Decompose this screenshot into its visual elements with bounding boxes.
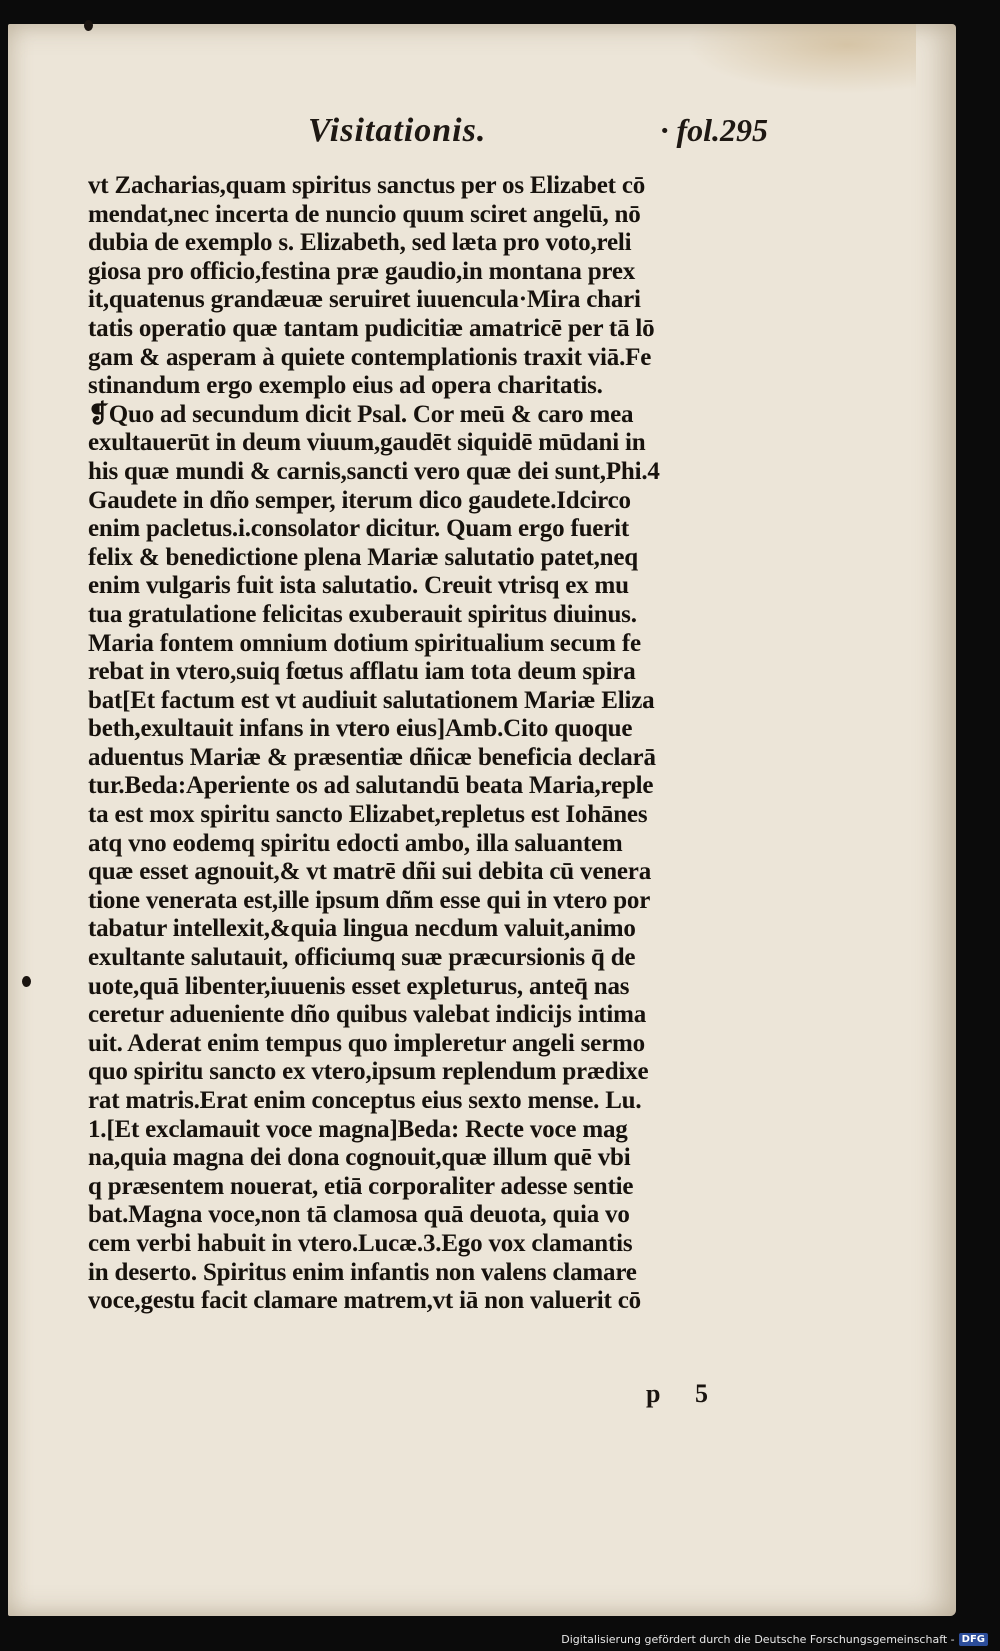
text-line: rebat in vtero,suiq fœtus afflatu iam tota deum spira	[88, 658, 636, 686]
text-line: uote,quā libenter,iuuenis esset expleturus, anteq̄ nas	[88, 972, 630, 1000]
text-line: voce,gestu facit clamare matrem,vt iā non valuerit cō	[88, 1287, 641, 1315]
text-line: uit. Aderat enim tempus quo impleretur angeli sermo	[88, 1029, 645, 1057]
text-line: atq vno eodemq spiritu edocti ambo, illa saluantem	[88, 829, 623, 857]
text-line: exultauerūt in deum viuum,gaudēt siquidē mūdani in	[88, 429, 646, 457]
text-line: tabatur intellexit,&quia lingua necdum valuit,animo	[88, 915, 636, 943]
dfg-logo: DFG	[959, 1633, 988, 1646]
ink-dot	[84, 20, 93, 31]
text-line: tur.Beda:Aperiente os ad salutandū beata Maria,reple	[88, 772, 654, 800]
text-line: ceretur adueniente dño quibus valebat indicijs intima	[88, 1001, 646, 1029]
text-line: his quæ mundi & carnis,sancti vero quæ dei sunt,Phi.4	[88, 457, 660, 485]
text-line: Gaudete in dño semper, iterum dico gaudete.Idcirco	[88, 486, 631, 514]
text-line: q præsentem nouerat, etiā corporaliter adesse sentie	[88, 1172, 634, 1200]
text-line: dubia de exemplo s. Elizabeth, sed læta pro voto,reli	[88, 229, 632, 257]
text-line: ta est mox spiritu sancto Elizabet,repletus est Iohānes	[88, 801, 648, 829]
folio-number: · fol.295	[660, 112, 768, 148]
text-line: Maria fontem omnium dotium spiritualium secum fe	[88, 629, 641, 657]
body-text-block	[88, 172, 758, 1316]
text-line: aduentus Mariæ & præsentiæ dñicæ beneficia declarā	[88, 743, 656, 771]
text-line: tione venerata est,ille ipsum dñm esse qui in vtero por	[88, 886, 651, 914]
text-line: rat matris.Erat enim conceptus eius sexto mense. Lu.	[88, 1087, 642, 1114]
text-line: gam & asperam à quiete contemplationis traxit viā.Fe	[88, 343, 652, 371]
text-line: enim vulgaris fuit ista salutatio. Creuit vtrisq ex mu	[88, 572, 629, 600]
book-page	[8, 24, 956, 1616]
text-line: quæ esset agnouit,& vt matrē dñi sui debita cū venera	[88, 858, 652, 886]
text-line: felix & benedictione plena Mariæ salutatio patet,neq	[88, 543, 638, 571]
text-line: enim pacletus.i.consolator dicitur. Quam ergo fuerit	[88, 515, 629, 543]
ink-dot	[22, 976, 31, 987]
text-line: vt Zacharias,quam spiritus sanctus per os Elizabet cō	[88, 172, 646, 199]
text-line: in deserto. Spiritus enim infantis non valens clamare	[88, 1258, 637, 1286]
text-line: na,quia magna dei dona cognouit,quæ illum quē vbi	[88, 1144, 631, 1172]
text-line: bat[Et factum est vt audiuit salutationem Mariæ Eliza	[88, 686, 655, 714]
text-line: it,quatenus grandæuæ seruiret iuuencula·Mira chari	[88, 286, 641, 314]
footer-credit	[561, 1631, 988, 1647]
text-line: stinandum ergo exemplo eius ad opera charitatis.	[88, 372, 603, 400]
text-line: bat.Magna voce,non tā clamosa quā deuota, quia vo	[88, 1201, 630, 1229]
page-header	[308, 112, 768, 162]
footer-credit-text: Digitalisierung gefördert durch die Deutsche Forschungsgemeinschaft -	[561, 1632, 955, 1646]
text-line: tua gratulatione felicitas exuberauit spiritus diuinus.	[88, 600, 637, 628]
text-line: exultante salutauit, officiumq suæ præcursionis q̄ de	[88, 944, 636, 972]
text-line: ❡Quo ad secundum dicit Psal. Cor meū & caro mea	[88, 400, 634, 428]
text-line: mendat,nec incerta de nuncio quum sciret angelū, nō	[88, 200, 641, 228]
text-line: quo spiritu sancto ex vtero,ipsum replendum prædixe	[88, 1058, 649, 1086]
text-line: 1.[Et exclamauit voce magna]Beda: Recte voce mag	[88, 1115, 628, 1143]
signature-mark: p 5	[646, 1379, 722, 1408]
text-line: cem verbi habuit in vtero.Lucæ.3.Ego vox clamantis	[88, 1229, 633, 1257]
text-line: tatis operatio quæ tantam pudicitiæ amatricē per tā lō	[88, 314, 655, 342]
page-stain	[686, 24, 916, 94]
text-line: giosa pro officio,festina præ gaudio,in montana prex	[88, 257, 636, 285]
text-line: beth,exultauit infans in vtero eius]Amb.Cito quoque	[88, 715, 633, 743]
running-title: Visitationis.	[308, 112, 487, 149]
